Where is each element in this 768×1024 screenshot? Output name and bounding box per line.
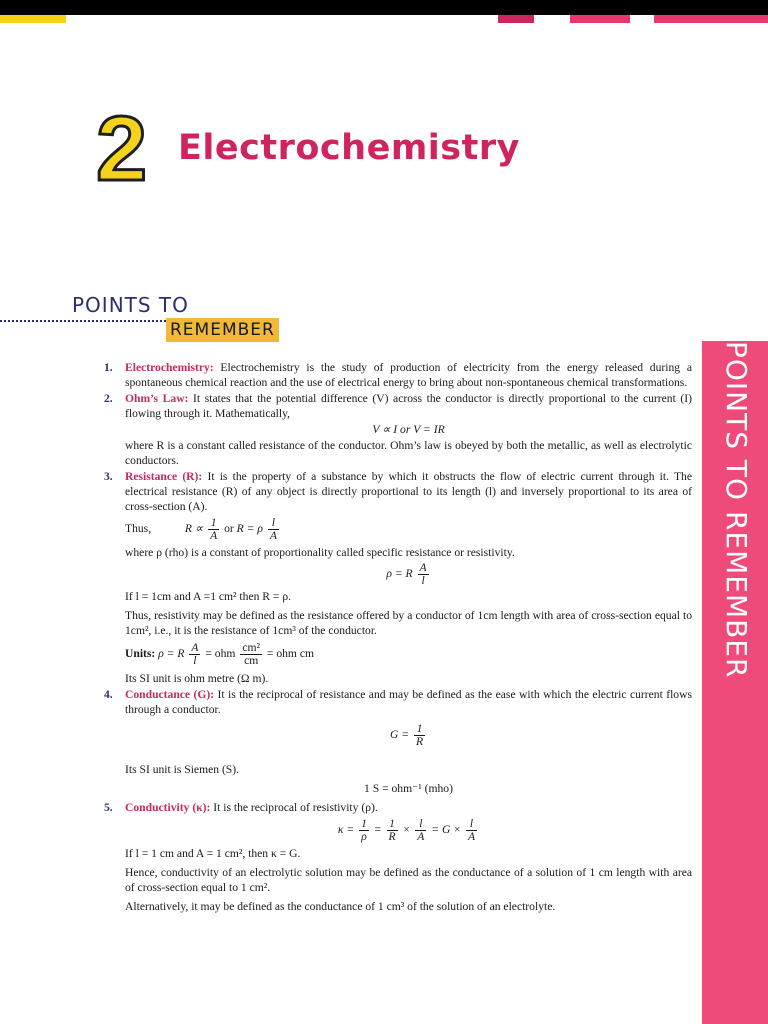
item-body: It is the reciprocal of resistance and may be defined as the ease with which the electric current flows through a conductor. <box>125 688 692 716</box>
denominator: A <box>210 529 218 542</box>
numerator: 1 <box>387 818 398 831</box>
denominator: l <box>193 654 197 667</box>
item-text: Its SI unit is Siemen (S). <box>125 763 240 776</box>
item-number: 5. <box>104 801 113 814</box>
list-item <box>104 469 692 686</box>
item-term: Electrochemistry: <box>125 361 214 374</box>
units-label: Units: <box>125 647 156 661</box>
list-item <box>104 391 692 468</box>
item-text: Hence, conductivity of an electrolytic solution may be defined as the conductance of a solution of 1 cm length with area of cross-section equal to 1 cm². <box>125 866 692 894</box>
denominator: A <box>269 529 277 542</box>
item-term: Resistance (R): <box>125 470 203 483</box>
points-list <box>104 360 692 915</box>
fraction <box>387 818 398 843</box>
equation: R ∝ <box>184 522 204 536</box>
equation: = ohm <box>205 647 236 661</box>
fraction <box>414 723 425 748</box>
item-body: It states that the potential difference (V) across the conductor is directly proportional to the current (I) flowing through it. Mathematically, <box>125 392 692 420</box>
top-decoration-pink <box>654 15 768 23</box>
top-decoration-pink <box>570 15 630 23</box>
numerator: l <box>268 517 279 530</box>
equation: = ohm cm <box>266 647 315 661</box>
fraction <box>418 562 429 587</box>
equation: V ∝ I or V = IR <box>372 423 445 436</box>
item-text <box>125 360 692 390</box>
chapter-number: 2 <box>96 98 148 200</box>
equation: R = ρ <box>236 522 263 536</box>
top-decoration-yellow <box>0 15 66 23</box>
equation-row <box>125 642 692 667</box>
item-text <box>125 469 692 514</box>
item-text <box>125 800 692 815</box>
fraction <box>208 517 219 542</box>
numerator: l <box>415 818 426 831</box>
item-body: Electrochemistry is the study of production of electricity from the energy released during a spontaneous chemical reaction and the use of electrical energy to bring about non-spontaneous chemical transformations. <box>125 361 692 389</box>
equation: × <box>402 823 411 837</box>
or-label: or <box>224 522 234 536</box>
item-text <box>125 391 692 421</box>
chapter-title: Electrochemistry <box>178 128 520 168</box>
denominator: R <box>415 735 424 748</box>
item-number: 2. <box>104 392 113 405</box>
fraction <box>359 818 369 843</box>
fraction <box>415 818 426 843</box>
equation: κ = <box>337 823 355 837</box>
numerator: A <box>191 641 199 654</box>
item-text: Alternatively, it may be defined as the conductance of 1 cm³ of the solution of an electrolyte. <box>125 900 556 913</box>
item-body: It is the reciprocal of resistivity (ρ). <box>213 801 378 814</box>
numerator: 1 <box>414 723 425 736</box>
item-text: where ρ (rho) is a constant of proportionality called specific resistance or resistivity. <box>125 546 515 559</box>
section-heading-line1: POINTS TO <box>72 293 189 317</box>
item-text <box>125 687 692 717</box>
equation: ρ = R <box>386 567 413 581</box>
denominator: ρ <box>361 830 367 843</box>
denominator: A <box>417 830 425 843</box>
fraction <box>240 642 262 667</box>
denominator: cm <box>244 654 259 667</box>
numerator: cm² <box>242 641 260 654</box>
item-number: 3. <box>104 470 113 483</box>
list-item <box>104 800 692 914</box>
list-item <box>104 360 692 390</box>
item-text: Its SI unit is ohm metre (Ω m). <box>125 672 269 685</box>
fraction <box>189 642 200 667</box>
top-bar <box>0 0 768 15</box>
fraction <box>268 517 279 542</box>
item-term: Ohm’s Law: <box>125 392 189 405</box>
item-text: If l = 1 cm and A = 1 cm², then κ = G. <box>125 847 301 860</box>
denominator: R <box>388 830 396 843</box>
side-tab-label: POINTS TO REMEMBER <box>720 341 753 679</box>
item-text: If l = 1cm and A =1 cm² then R = ρ. <box>125 590 292 603</box>
equation: = <box>373 823 382 837</box>
section-heading-line2: REMEMBER <box>166 318 279 342</box>
numerator: A <box>419 561 427 574</box>
list-item <box>104 687 692 796</box>
top-decoration-pink <box>498 15 534 23</box>
equation-row <box>125 723 692 748</box>
fraction <box>466 818 477 843</box>
item-number: 4. <box>104 688 113 701</box>
item-text: Thus, resistivity may be defined as the resistance offered by a conductor of 1cm length with area of cross-section equal to 1cm², i.e., it is the resistance of 1cm³ of the conductor. <box>125 609 692 637</box>
thus-label: Thus, <box>125 522 152 536</box>
dotted-divider <box>0 320 166 322</box>
item-text: where R is a constant called resistance of the conductor. Ohm’s law is obeyed by both the metallic, as well as electrolytic conductors. <box>125 439 692 467</box>
numerator: 1 <box>361 817 367 830</box>
equation-row <box>125 517 692 542</box>
denominator: A <box>468 830 476 843</box>
equation: ρ = R <box>158 647 185 661</box>
equation-row <box>125 562 692 587</box>
item-body: It is the property of a substance by which it obstructs the flow of electric current through it. The electrical resistance (R) of any object is directly proportional to its length (l) and inversely proportional to its area of cross-section (A). <box>125 470 692 513</box>
equation: G = <box>389 728 410 742</box>
equation: = G × <box>431 823 462 837</box>
item-number: 1. <box>104 361 113 374</box>
numerator: 1 <box>208 517 219 530</box>
numerator: l <box>466 818 477 831</box>
item-term: Conductivity (κ): <box>125 801 211 814</box>
denominator: l <box>421 574 425 587</box>
item-term: Conductance (G): <box>125 688 215 701</box>
equation: 1 S = ohm⁻¹ (mho) <box>364 782 453 795</box>
equation-row <box>125 818 692 843</box>
